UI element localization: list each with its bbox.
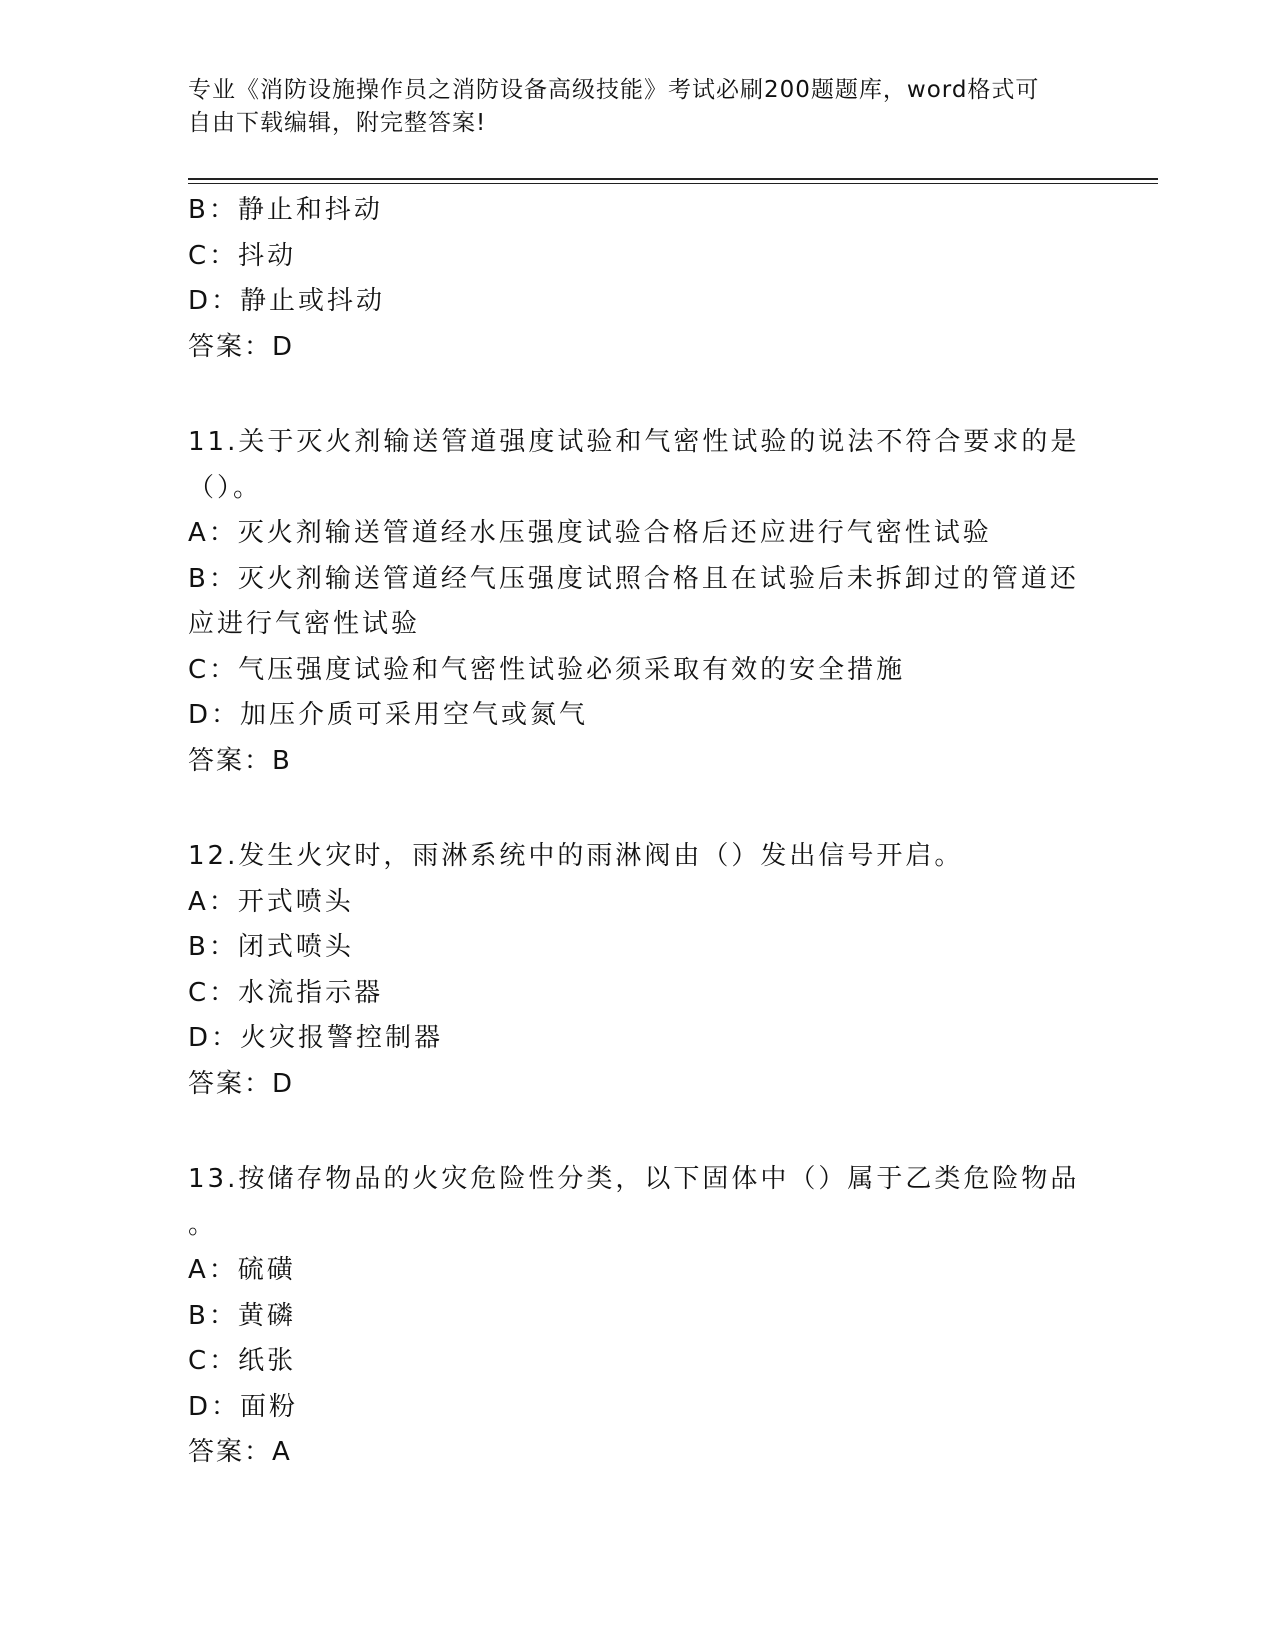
answer-line: 答案：B <box>188 745 292 776</box>
option-c: C：抖动 <box>188 240 297 271</box>
option-d: D：面粉 <box>188 1391 299 1422</box>
header-title-line-2: 自由下载编辑，附完整答案! <box>188 110 487 136</box>
header-divider <box>188 178 1158 180</box>
option-b-continued: 应进行气密性试验 <box>188 609 421 639</box>
question-10-continuation <box>188 188 1088 370</box>
question-stem-continued: 。 <box>188 1209 218 1240</box>
question-11 <box>188 420 1088 784</box>
answer-line: 答案：A <box>188 1437 292 1467</box>
document-header <box>188 74 1068 140</box>
answer-line: 答案：D <box>188 1068 295 1099</box>
option-c: C：气压强度试验和气密性试验必须采取有效的安全措施 <box>188 654 906 685</box>
header-title-line-1: 专业《消防设施操作员之消防设备高级技能》考试必刷200题题库，word格式可 <box>188 77 1040 103</box>
question-stem: 13.按储存物品的火灾危险性分类，以下固体中（）属于乙类危险物品 <box>188 1164 1080 1194</box>
option-d: D：静止或抖动 <box>188 286 386 316</box>
option-c: C：水流指示器 <box>188 977 384 1008</box>
question-13 <box>188 1157 1088 1476</box>
option-b: B：静止和抖动 <box>188 195 383 225</box>
option-d: D：火灾报警控制器 <box>188 1023 444 1053</box>
option-b: B：黄磷 <box>188 1300 296 1331</box>
question-stem: 12.发生火灾时，雨淋系统中的雨淋阀由（）发出信号开启。 <box>188 841 964 871</box>
option-b: B：灭火剂输送管道经气压强度试照合格且在试验后未拆卸过的管道还 <box>188 563 1079 594</box>
header-divider-thin <box>188 183 1158 184</box>
question-stem: 11.关于灭火剂输送管道强度试验和气密性试验的说法不符合要求的是 <box>188 427 1080 457</box>
question-stem-continued: （）。 <box>188 472 263 503</box>
option-d: D：加压介质可采用空气或氮气 <box>188 700 589 730</box>
answer-line: 答案：D <box>188 331 295 362</box>
option-a: A：硫磺 <box>188 1255 296 1285</box>
option-a: A：灭火剂输送管道经水压强度试验合格后还应进行气密性试验 <box>188 518 992 548</box>
question-12 <box>188 834 1088 1107</box>
option-a: A：开式喷头 <box>188 886 354 917</box>
option-b: B：闭式喷头 <box>188 932 354 962</box>
option-c: C：纸张 <box>188 1346 297 1376</box>
question-content <box>188 188 1088 1476</box>
